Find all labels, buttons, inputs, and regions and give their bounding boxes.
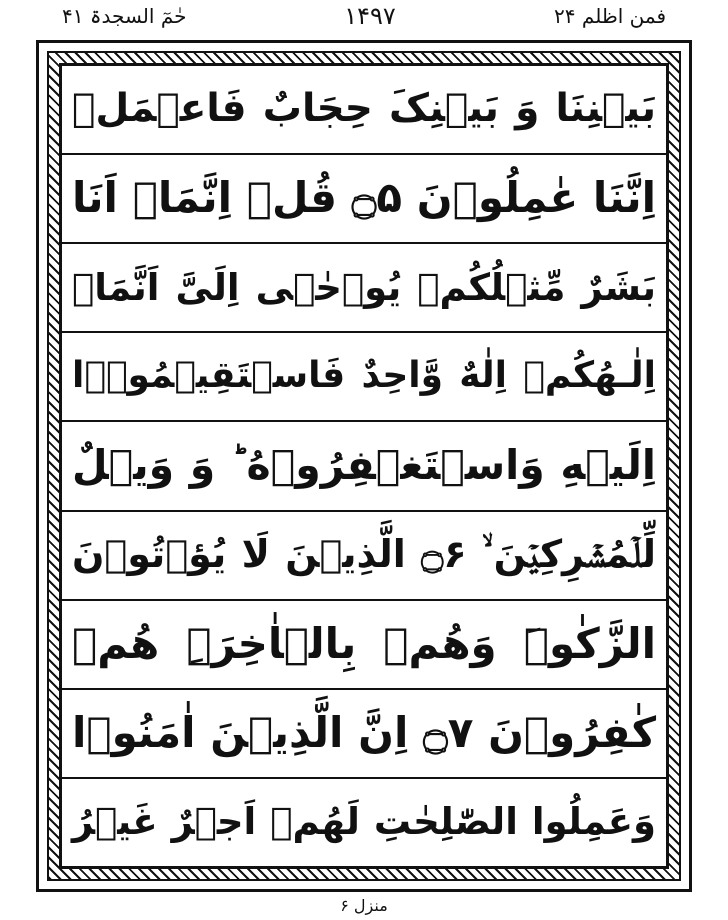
verse-line-8 [62, 690, 666, 779]
verse-line-4 [62, 333, 666, 422]
verse-line-text: اِنَّنَا عٰمِلُوۡنَ ۝۵ قُلۡ اِنَّمَاۤ اَنَا [72, 173, 657, 223]
page-border [36, 40, 692, 892]
verse-line-text: الزَّکٰوۃَ وَهُمۡ بِالۡاٰخِرَۃِ هُمۡ [72, 618, 656, 668]
verse-line-1 [62, 66, 666, 155]
decorative-border [47, 51, 681, 881]
verse-line-5 [62, 422, 666, 511]
juz-label: فمن اظلم ۲۴ [554, 4, 666, 28]
verse-line-2 [62, 155, 666, 244]
verse-line-6 [62, 512, 666, 601]
verse-line-text: لِّلۡمُشۡرِکِیۡنَ ۙ ۝۶ الَّذِیۡنَ لَا یُؤۡتُوۡنَ [72, 532, 656, 577]
text-area [59, 63, 669, 869]
verse-line-text: کٰفِرُوۡنَ ۝۷ اِنَّ الَّذِیۡنَ اٰمَنُوۡا [72, 708, 657, 758]
verse-line-9 [62, 779, 666, 866]
verse-line-text: اِلَیۡهِ وَاسۡتَغۡفِرُوۡهُ ؕ وَ وَیۡلٌ [72, 441, 656, 490]
manzil-footer: منزل ۶ [340, 896, 388, 915]
verse-line-3 [62, 244, 666, 333]
verse-line-text: اِلٰـهُکُمۡ اِلٰهٌ وَّاحِدٌ فَاسۡتَقِیۡمُوۡۤا [72, 355, 656, 397]
verse-lines [62, 66, 666, 866]
verse-line-text: بَشَرٌ مِّثۡلُکُمۡ یُوۡحٰۤی اِلَیَّ اَنَّمَاۤ [72, 265, 656, 309]
page-header [0, 0, 728, 36]
surah-name-label: حٰمٓ السجدۃ ۴۱ [62, 4, 187, 28]
verse-line-text: وَعَمِلُوا الصّٰلِحٰتِ لَهُمۡ اَجۡرٌ غَیۡرُ [72, 800, 656, 844]
verse-line-7 [62, 601, 666, 690]
verse-line-text: بَیۡنِنَا وَ بَیۡنِکَ حِجَابٌ فَاعۡمَلۡ [72, 86, 656, 132]
page-number: ۱۴۹۷ [344, 2, 396, 30]
